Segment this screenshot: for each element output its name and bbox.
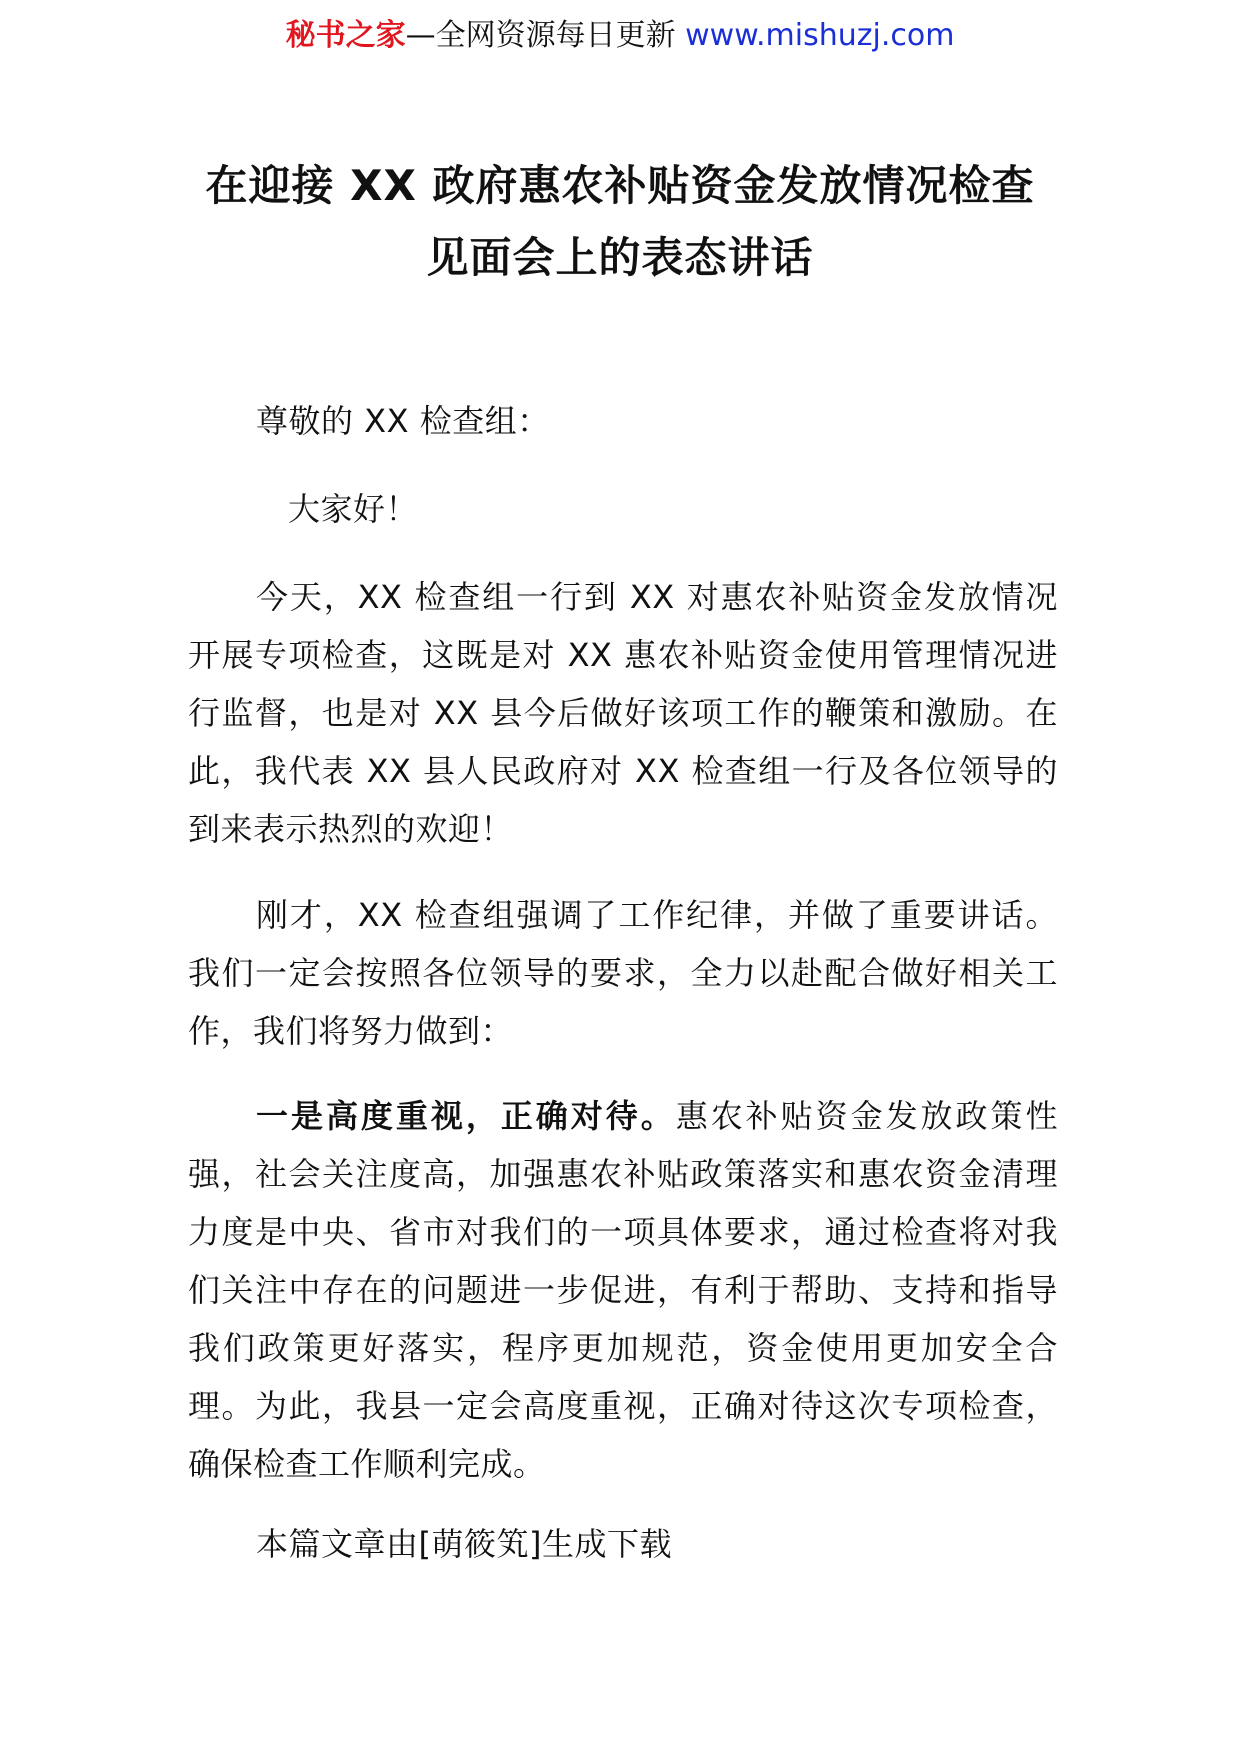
generation-note <box>188 1515 1058 1573</box>
paragraph-2-text: 刚才，XX 检查组强调了工作纪律，并做了重要讲话。我们一定会按照各位领导的要求，全力以赴配合做好相关工作，我们将努力做到： <box>188 896 1058 1050</box>
paragraph-3-lead: 一是高度重视，正确对待。 <box>256 1097 676 1135</box>
paragraph-3-rest: 惠农补贴资金发放政策性强，社会关注度高，加强惠农补贴政策落实和惠农资金清理力度是中央、省市对我们的一项具体要求，通过检查将对我们关注中存在的问题进一步促进，有利于帮助、支持和指导我们政策更好落实，程序更加规范，资金使用更加安全合理。为此，我县一定会高度重视，正确对待这次专项检查，确保检查工作顺利完成。 <box>188 1097 1058 1483</box>
generation-note-text: 本篇文章由[萌筱笂]生成下载 <box>256 1525 672 1563</box>
header-tagline: —全网资源每日更新 <box>405 18 676 53</box>
salutation-text: 尊敬的 XX 检查组： <box>256 402 550 440</box>
greeting <box>288 480 1158 538</box>
site-header <box>0 14 1240 58</box>
greeting-text: 大家好！ <box>288 490 419 528</box>
site-url-link[interactable]: www.mishuzj.com <box>685 18 955 53</box>
paragraph-1 <box>188 568 1058 858</box>
title-line-1: 在迎接 XX 政府惠农补贴资金发放情况检查 <box>205 161 1035 210</box>
document-title <box>150 150 1090 294</box>
brand-name: 秘书之家 <box>285 18 406 53</box>
salutation <box>188 392 1058 450</box>
paragraph-1-text: 今天，XX 检查组一行到 XX 对惠农补贴资金发放情况开展专项检查，这既是对 XX 惠农补贴资金使用管理情况进行监督，也是对 XX 县今后做好该项工作的鞭策和激励。在此，我代表 XX 县人民政府对 XX 检查组一行及各位领导的到来表示热烈的欢迎！ <box>188 578 1058 848</box>
paragraph-2 <box>188 886 1058 1060</box>
title-line-2: 见面会上的表态讲话 <box>426 233 814 282</box>
paragraph-3 <box>188 1087 1058 1493</box>
paragraph-3-text <box>188 1087 1058 1493</box>
